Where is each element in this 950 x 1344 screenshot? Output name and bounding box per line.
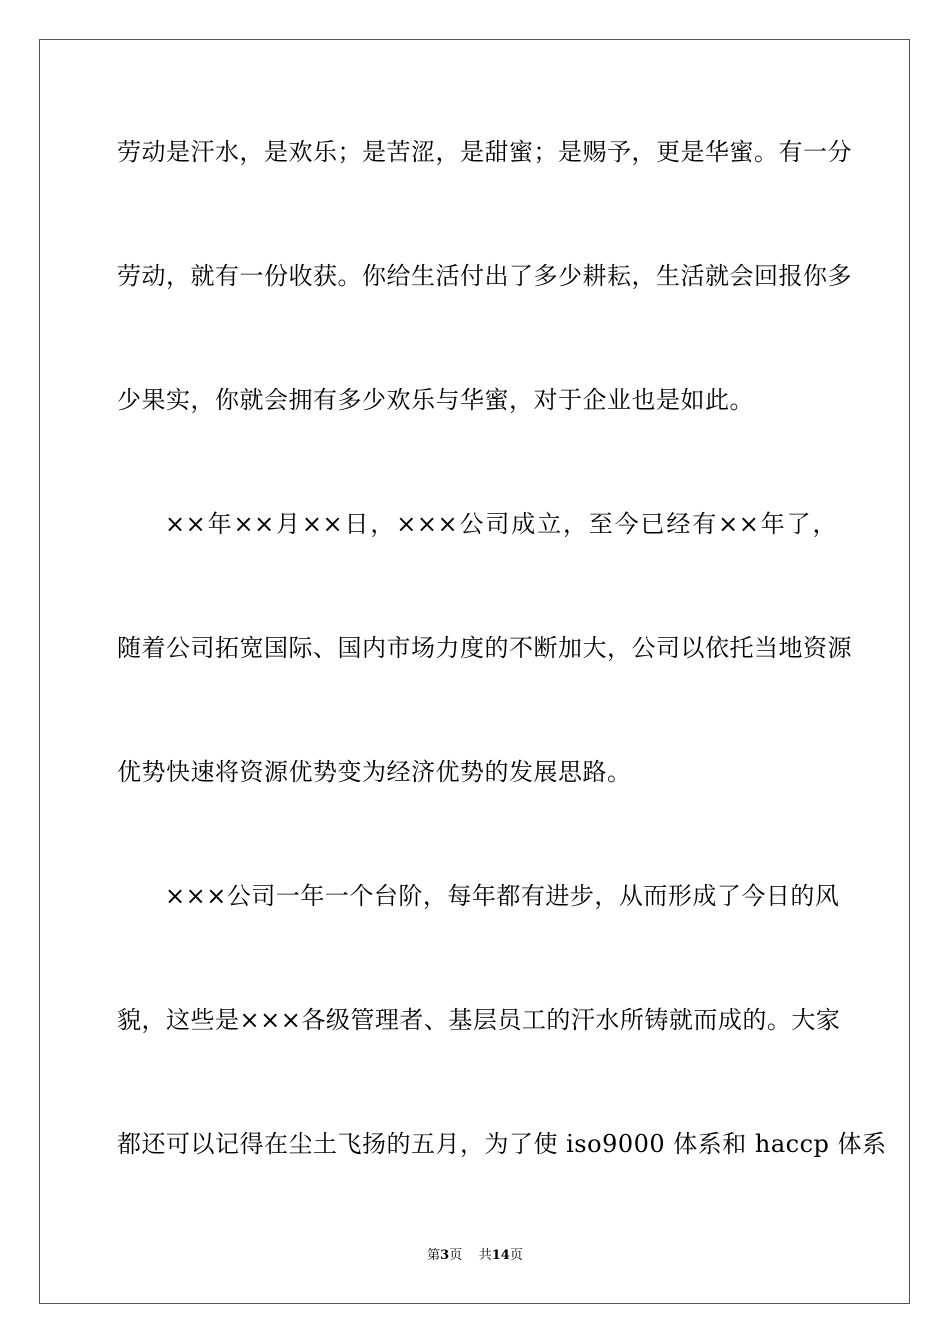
- paragraph-line-3: 少果实，你就会拥有多少欢乐与华蜜，对于企业也是如此。: [117, 386, 754, 414]
- footer-total-pages: 14: [491, 1248, 510, 1263]
- paragraph-line-7: ×××公司一年一个台阶，每年都有进步，从而形成了今日的风: [165, 882, 840, 910]
- paragraph-line-1: 劳动是汗水，是欢乐；是苦涩，是甜蜜；是赐予，更是华蜜。有一分: [117, 138, 852, 166]
- paragraph-line-2: 劳动，就有一份收获。你给生活付出了多少耕耘，生活就会回报你多: [117, 262, 852, 290]
- paragraph-line-8: 貌，这些是×××各级管理者、基层员工的汗水所铸就而成的。大家: [117, 1006, 841, 1034]
- paragraph-line-5: 随着公司拓宽国际、国内市场力度的不断加大，公司以依托当地资源: [117, 634, 852, 662]
- footer-page-suffix: 页: [449, 1248, 463, 1263]
- paragraph-line-6: 优势快速将资源优势变为经济优势的发展思路。: [117, 758, 632, 786]
- paragraph-line-4: ××年××月××日，×××公司成立，至今已经有××年了，: [165, 510, 837, 538]
- footer-total-suffix: 页: [509, 1248, 523, 1263]
- page-border: [39, 39, 910, 1304]
- footer-total-prefix: 共: [478, 1248, 492, 1263]
- footer-page-prefix: 第: [427, 1248, 441, 1263]
- page-footer: [0, 1248, 950, 1264]
- paragraph-line-9: 都还可以记得在尘土飞扬的五月，为了使 iso9000 体系和 haccp 体系: [117, 1130, 887, 1158]
- footer-page-number: 3: [440, 1248, 450, 1263]
